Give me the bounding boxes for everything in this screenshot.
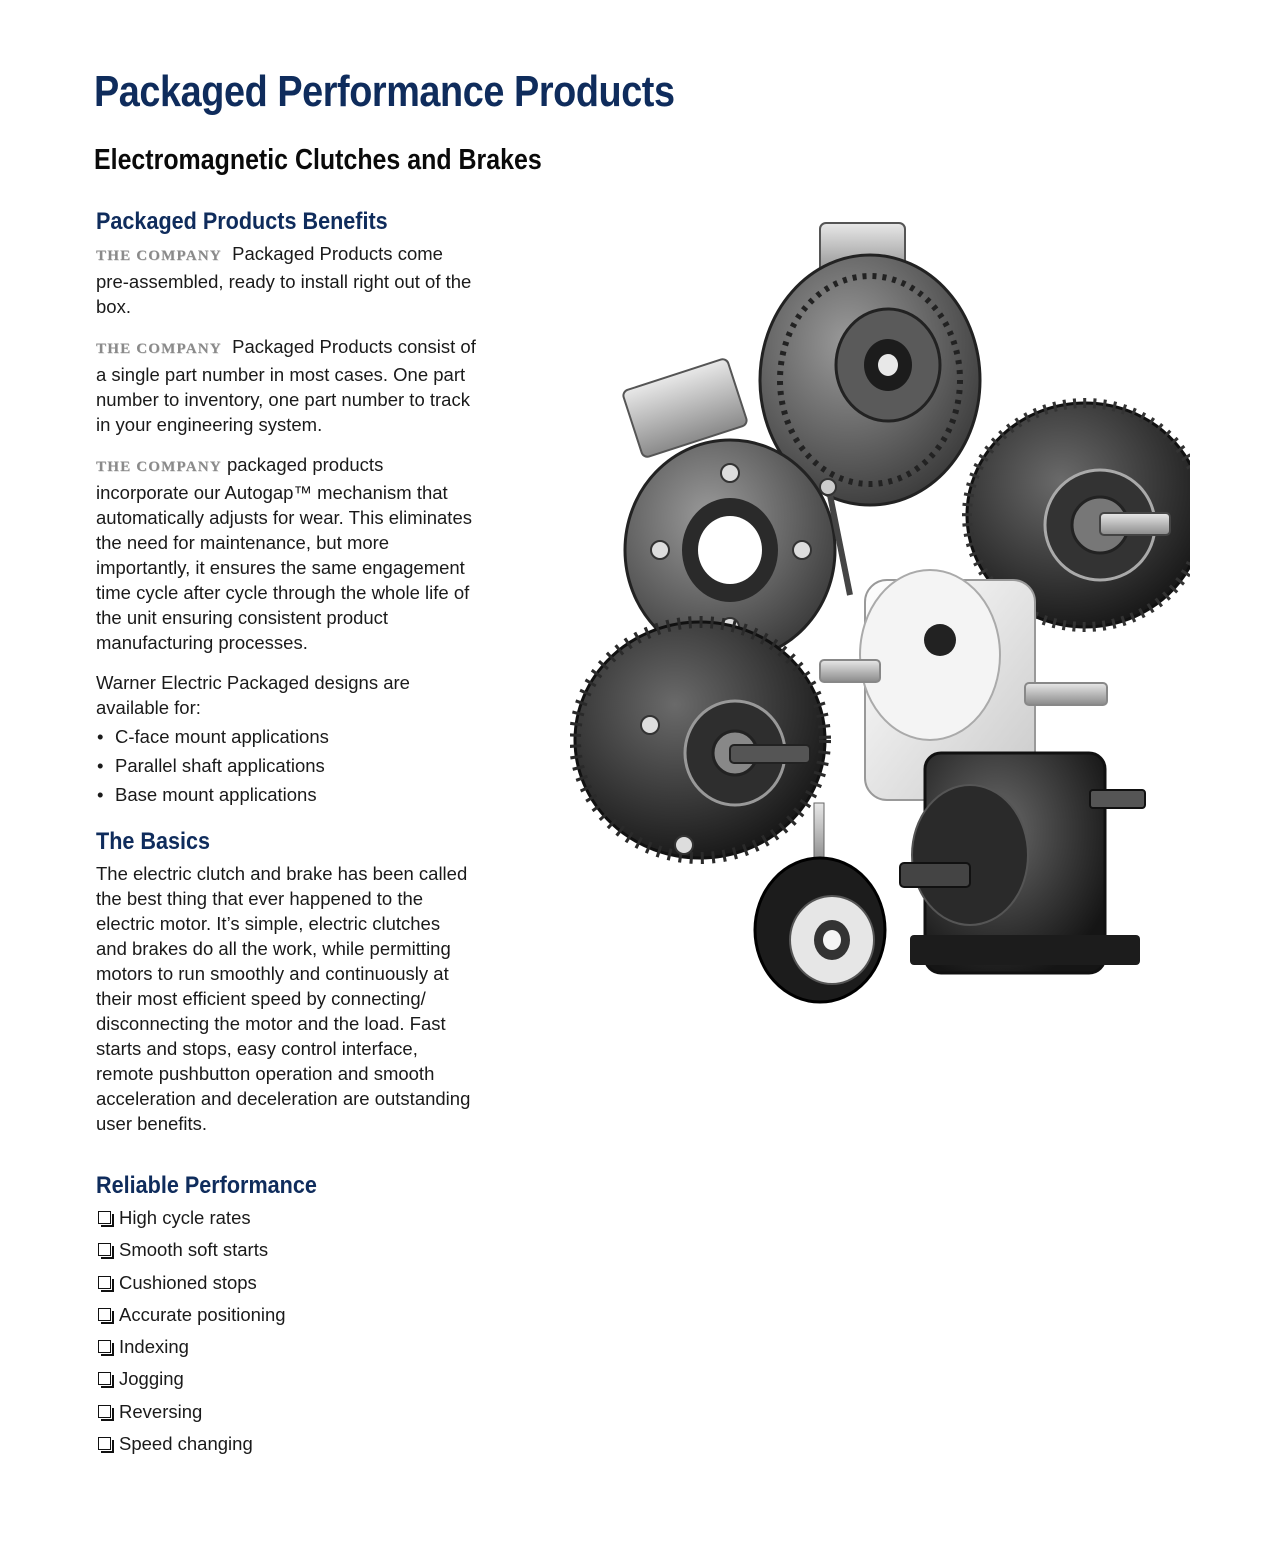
mount-applications-list xyxy=(96,722,476,809)
bullet-icon: • xyxy=(97,755,104,776)
bullet-icon: • xyxy=(97,784,104,805)
benefits-paragraph-1-text: Packaged Products come pre-assembled, ready to install right out of the box. xyxy=(96,243,472,317)
benefits-paragraph-2 xyxy=(96,334,476,437)
product-photo-collage xyxy=(570,205,1190,1015)
checkbox-icon xyxy=(98,1211,111,1224)
benefits-paragraph-1 xyxy=(96,241,476,319)
checkbox-icon xyxy=(98,1340,111,1353)
benefits-heading: Packaged Products Benefits xyxy=(96,208,388,235)
checklist-item: Smooth soft starts xyxy=(96,1237,476,1269)
checklist-item: Indexing xyxy=(96,1334,476,1366)
list-item: • Base mount applications xyxy=(96,780,476,809)
basics-section xyxy=(96,828,474,1136)
lower-left-finned-clutch xyxy=(575,622,825,858)
benefits-paragraph-3 xyxy=(96,452,476,655)
benefits-paragraph-3-text: packaged products incorporate our Autogap™ mechanism that automatically adjusts for wear. This eliminates the need for maintenance, but more importantly, it ensures the same engagement time cycle after cycle through the whole life of the unit ensuring consistent product manufacturing processes. xyxy=(96,454,472,653)
checklist-item: Reversing xyxy=(96,1399,476,1431)
reliable-section xyxy=(96,1172,476,1463)
checklist-item: High cycle rates xyxy=(96,1205,476,1237)
checklist-item: Cushioned stops xyxy=(96,1270,476,1302)
list-item: • C-face mount applications xyxy=(96,722,476,751)
company-logo-mark: THE COMPANY xyxy=(96,341,222,357)
benefits-section xyxy=(96,208,476,809)
benefits-paragraph-2-text: Packaged Products consist of a single part number in most cases. One part number to inventory, one part number to track in your engineering system. xyxy=(96,336,476,435)
reliable-heading: Reliable Performance xyxy=(96,1172,317,1199)
checklist-item: Speed changing xyxy=(96,1431,476,1463)
company-logo-mark: THE COMPANY xyxy=(96,248,222,264)
bullet-icon: • xyxy=(97,726,104,747)
basics-heading: The Basics xyxy=(96,828,211,855)
checklist-item: Accurate positioning xyxy=(96,1302,476,1334)
checklist-item: Jogging xyxy=(96,1366,476,1398)
basics-paragraph: The electric clutch and brake has been called the best thing that ever happened to the electric motor. It’s simple, electric clutches and brakes do all the work, while permitting motors to run smoothly and continuously at their most efficient speed by connecting/ disconnecting the motor and the load. Fast starts and stops, easy control interface, remote pushbutton operation and smooth acceleration and deceleration are outstanding user benefits. xyxy=(96,863,471,1134)
checkbox-icon xyxy=(98,1243,111,1256)
page-subtitle: Electromagnetic Clutches and Brakes xyxy=(94,144,542,176)
checkbox-icon xyxy=(98,1372,111,1385)
checkbox-icon xyxy=(98,1308,111,1321)
dark-gear-reducer xyxy=(900,753,1145,973)
list-item: • Parallel shaft applications xyxy=(96,751,476,780)
checkbox-icon xyxy=(98,1437,111,1450)
reliable-checklist xyxy=(96,1205,476,1463)
checkbox-icon xyxy=(98,1405,111,1418)
page-title: Packaged Performance Products xyxy=(94,67,675,116)
company-logo-mark: THE COMPANY xyxy=(96,459,222,475)
checkbox-icon xyxy=(98,1276,111,1289)
benefits-paragraph-4: Warner Electric Packaged designs are available for: xyxy=(96,672,410,718)
